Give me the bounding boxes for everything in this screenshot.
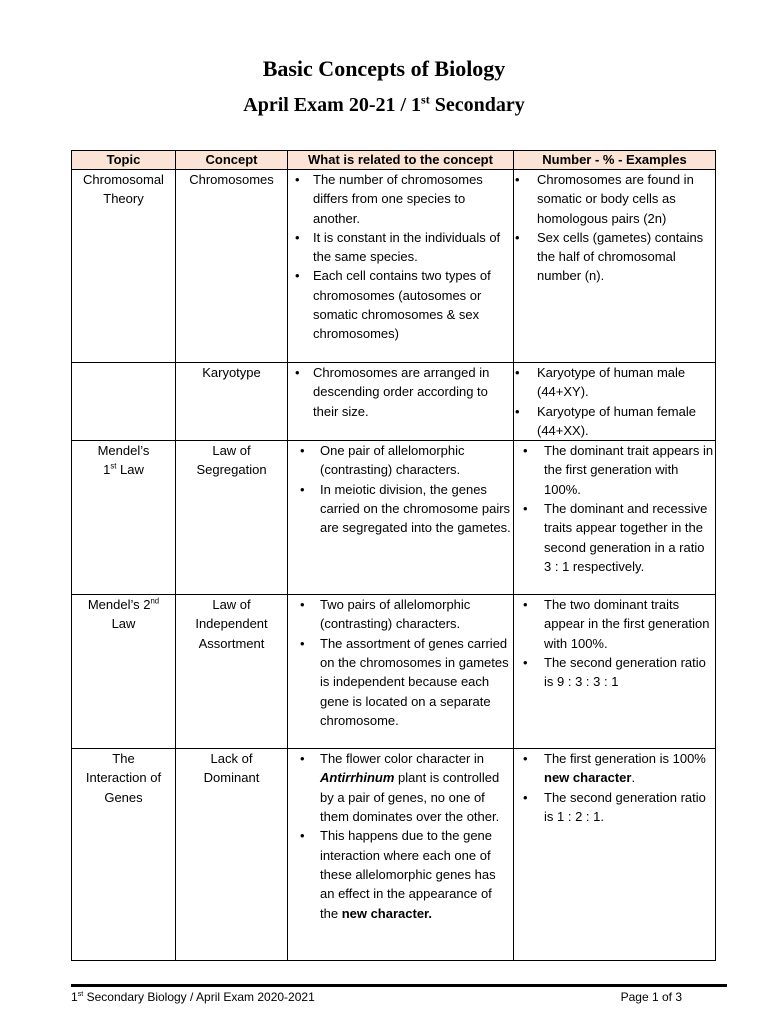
list-item: • The assortment of genes carried on the chromosomes in gametes is independent because each gene is located on a separate chromosome.: [288, 634, 513, 730]
list-item: • The two dominant traits appear in the first generation with 100%.: [514, 595, 715, 653]
header-related: What is related to the concept: [288, 151, 514, 170]
examples-cell: [514, 749, 716, 961]
list-item: • It is constant in the individuals of the same species.: [288, 228, 513, 267]
page-title: Basic Concepts of Biology: [262, 56, 506, 81]
header-examples: Number - % - Examples: [514, 151, 716, 170]
list-item: • The number of chromosomes differs from one species to another.: [288, 170, 513, 228]
topic-cell: Mendel’s 2nd Law: [72, 595, 176, 749]
table-row: [72, 749, 716, 961]
examples-cell: [514, 441, 716, 595]
table-header-row: [72, 151, 716, 170]
concept-cell: Karyotype: [176, 363, 288, 441]
list-item: • The dominant and recessive traits appear together in the second generation in a ratio 3 : 1 respectively.: [514, 499, 715, 576]
topic-cell: Mendel’s 1st Law: [72, 441, 176, 595]
concept-cell: Law of Independent Assortment: [176, 595, 288, 749]
list-item: • Chromosomes are found in somatic or body cells as homologous pairs (2n): [514, 170, 715, 228]
table-row: [72, 170, 716, 363]
list-item: • The second generation ratio is 9 : 3 : 3 : 1: [514, 653, 715, 692]
list-item: • Sex cells (gametes) contains the half of chromosomal number (n).: [514, 228, 715, 286]
related-cell: [288, 170, 514, 363]
list-item: • The dominant trait appears in the first generation with 100%.: [514, 441, 715, 499]
page-number: Page 1 of 3: [620, 990, 682, 1004]
header-topic: Topic: [72, 151, 176, 170]
topic-cell: The Interaction of Genes: [72, 749, 176, 961]
related-cell: [288, 441, 514, 595]
footer-divider: [71, 984, 727, 987]
topic-cell: [72, 363, 176, 441]
concept-cell: Lack of Dominant: [176, 749, 288, 961]
list-item: • Two pairs of allelomorphic (contrasting) characters.: [288, 595, 513, 634]
topic-cell: Chromosomal Theory: [72, 170, 176, 363]
concepts-table: [71, 150, 716, 961]
concept-cell: Law of Segregation: [176, 441, 288, 595]
list-item: • Karyotype of human male (44+XY).: [514, 363, 715, 402]
list-item: • Each cell contains two types of chromosomes (autosomes or somatic chromosomes & sex chromosomes): [288, 266, 513, 343]
header-concept: Concept: [176, 151, 288, 170]
list-item: • One pair of allelomorphic (contrasting) characters.: [288, 441, 513, 480]
list-item: • The flower color character in Antirrhinum plant is controlled by a pair of genes, no one of them dominates over the other.: [288, 749, 513, 826]
list-item: • Chromosomes are arranged in descending order according to their size.: [288, 363, 513, 421]
examples-cell: [514, 363, 716, 441]
footer-left-text: 1st Secondary Biology / April Exam 2020-2021: [71, 989, 315, 1004]
list-item: • In meiotic division, the genes carried on the chromosome pairs are segregated into the gametes.: [288, 480, 513, 538]
list-item: • This happens due to the gene interaction where each one of these allelomorphic genes has an effect in the appearance of the new character.: [288, 826, 513, 922]
list-item: • Karyotype of human female (44+XX).: [514, 402, 715, 441]
related-cell: [288, 363, 514, 441]
related-cell: [288, 595, 514, 749]
related-cell: [288, 749, 514, 961]
table-row: [72, 363, 716, 441]
list-item: • The second generation ratio is 1 : 2 : 1.: [514, 788, 715, 827]
page-subtitle: April Exam 20-21 / 1st Secondary: [243, 92, 525, 116]
table-row: [72, 441, 716, 595]
list-item: • The first generation is 100% new character.: [514, 749, 715, 788]
table-row: [72, 595, 716, 749]
concept-cell: Chromosomes: [176, 170, 288, 363]
examples-cell: [514, 170, 716, 363]
examples-cell: [514, 595, 716, 749]
